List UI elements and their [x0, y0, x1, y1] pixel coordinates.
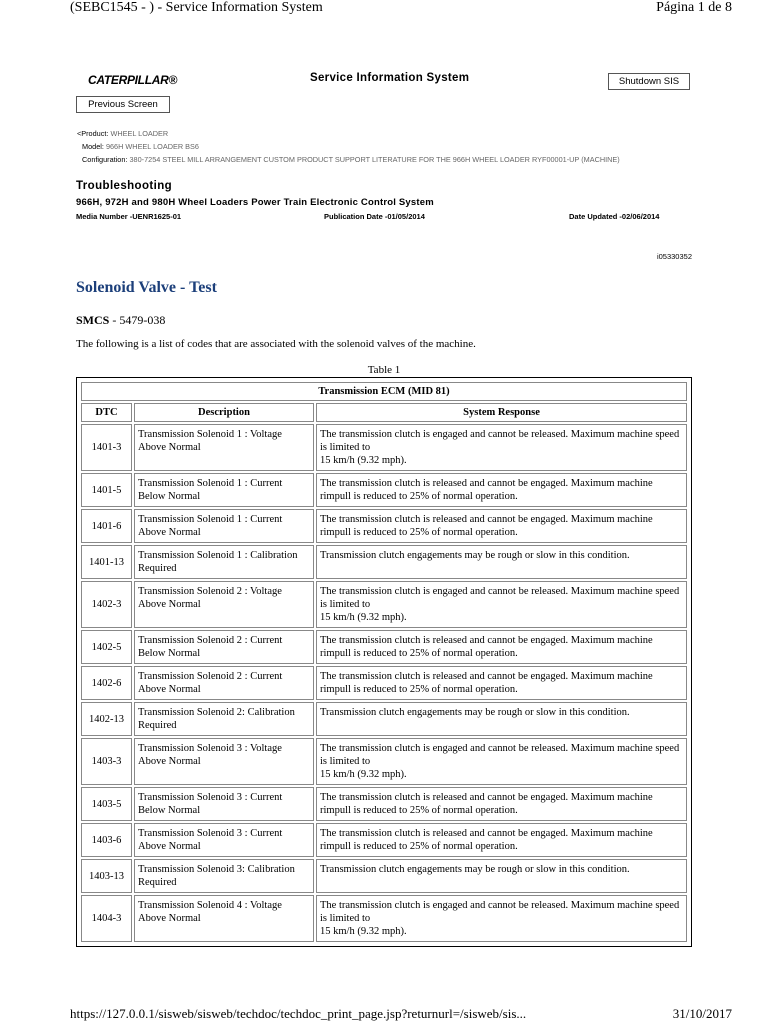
system-response-text: Transmission clutch engagements may be rough or slow in this condition. [320, 864, 630, 875]
system-response-text: The transmission clutch is engaged and cannot be released. Maximum machine speed is limited to [320, 429, 680, 453]
dtc-cell: 1403-3 [81, 738, 132, 785]
system-response-cell [316, 473, 687, 507]
table-caption: Table 1 [367, 364, 401, 376]
model-value: 966H WHEEL LOADER BS6 [105, 142, 199, 151]
description-cell: Transmission Solenoid 2 : Current Below Normal [134, 630, 314, 664]
configuration-label: Configuration: [82, 155, 128, 164]
caterpillar-logo: CATERPILLAR® [88, 73, 178, 87]
table-row [81, 509, 687, 543]
description-cell: Transmission Solenoid 1 : Calibration Required [134, 545, 314, 579]
app-title: Service Information System [310, 72, 470, 84]
system-response-cell [316, 859, 687, 893]
speed-limit-text: 15 km/h (9.32 mph). [320, 455, 407, 466]
dtc-cell: 1401-3 [81, 424, 132, 471]
dtc-cell: 1403-13 [81, 859, 132, 893]
media-number: Media Number -UENR1625-01 [76, 212, 182, 221]
configuration-info [82, 155, 620, 164]
system-response-text: The transmission clutch is engaged and cannot be released. Maximum machine speed is limited to [320, 586, 680, 610]
description-cell: Transmission Solenoid 3 : Current Below Normal [134, 787, 314, 821]
configuration-value: 380-7254 STEEL MILL ARRANGEMENT CUSTOM PRODUCT SUPPORT LITERATURE FOR THE 966H WHEEL LOADER RYF00001-UP (MACHINE) [129, 155, 620, 164]
system-response-cell [316, 702, 687, 736]
description-cell: Transmission Solenoid 2 : Current Above Normal [134, 666, 314, 700]
table-row [81, 473, 687, 507]
column-header-dtc: DTC [81, 403, 132, 422]
smcs-value: - 5479-038 [109, 313, 166, 327]
system-response-cell [316, 738, 687, 785]
system-response-cell [316, 630, 687, 664]
system-response-text: The transmission clutch is released and cannot be engaged. Maximum machine rimpull is reduced to 25% of normal operation. [320, 671, 653, 695]
description-cell: Transmission Solenoid 3 : Current Above Normal [134, 823, 314, 857]
table-body [81, 424, 687, 942]
system-response-cell [316, 581, 687, 628]
system-response-text: The transmission clutch is engaged and cannot be released. Maximum machine speed is limited to [320, 900, 680, 924]
table-group-header: Transmission ECM (MID 81) [81, 382, 687, 401]
dtc-cell: 1402-3 [81, 581, 132, 628]
table-row [81, 702, 687, 736]
print-header-page-number: Página 1 de 8 [656, 0, 732, 15]
system-response-cell [316, 787, 687, 821]
publication-date: Publication Date -01/05/2014 [324, 212, 425, 221]
dtc-cell: 1403-5 [81, 787, 132, 821]
description-cell: Transmission Solenoid 3 : Voltage Above Normal [134, 738, 314, 785]
document-subtitle: 966H, 972H and 980H Wheel Loaders Power Train Electronic Control System [76, 197, 434, 208]
model-info [82, 142, 199, 151]
system-response-text: Transmission clutch engagements may be rough or slow in this condition. [320, 550, 630, 561]
dtc-cell: 1401-5 [81, 473, 132, 507]
speed-limit-text: 15 km/h (9.32 mph). [320, 612, 407, 623]
column-header-system-response: System Response [316, 403, 687, 422]
system-response-text: The transmission clutch is released and cannot be engaged. Maximum machine rimpull is reduced to 25% of normal operation. [320, 828, 653, 852]
table-row [81, 895, 687, 942]
system-response-cell [316, 895, 687, 942]
dtc-cell: 1401-6 [81, 509, 132, 543]
page-title: Solenoid Valve - Test [76, 279, 217, 296]
table-row [81, 545, 687, 579]
dtc-cell: 1402-13 [81, 702, 132, 736]
table-row [81, 787, 687, 821]
system-response-text: The transmission clutch is released and cannot be engaged. Maximum machine rimpull is reduced to 25% of normal operation. [320, 635, 653, 659]
document-id: i05330352 [656, 252, 692, 261]
system-response-text: The transmission clutch is released and cannot be engaged. Maximum machine rimpull is reduced to 25% of normal operation. [320, 792, 653, 816]
table-row [81, 738, 687, 785]
intro-paragraph: The following is a list of codes that are associated with the solenoid valves of the machine. [76, 338, 476, 350]
shutdown-sis-button[interactable]: Shutdown SIS [608, 73, 690, 90]
print-header-title: (SEBC1545 - ) - Service Information System [70, 0, 323, 15]
system-response-cell [316, 424, 687, 471]
description-cell: Transmission Solenoid 1 : Current Below Normal [134, 473, 314, 507]
dtc-table [76, 377, 692, 947]
description-cell: Transmission Solenoid 1 : Current Above Normal [134, 509, 314, 543]
table-row [81, 424, 687, 471]
description-cell: Transmission Solenoid 4 : Voltage Above Normal [134, 895, 314, 942]
system-response-cell [316, 509, 687, 543]
description-cell: Transmission Solenoid 1 : Voltage Above Normal [134, 424, 314, 471]
smcs-label: SMCS [76, 313, 110, 327]
print-footer-url: https://127.0.0.1/sisweb/sisweb/techdoc/techdoc_print_page.jsp?returnurl=/sisweb/sis... [70, 1006, 527, 1021]
smcs-code [76, 313, 165, 328]
table-row [81, 859, 687, 893]
speed-limit-text: 15 km/h (9.32 mph). [320, 926, 407, 937]
dtc-cell: 1402-5 [81, 630, 132, 664]
column-header-description: Description [134, 403, 314, 422]
dtc-cell: 1403-6 [81, 823, 132, 857]
table-row [81, 630, 687, 664]
dtc-cell: 1402-6 [81, 666, 132, 700]
section-heading: Troubleshooting [76, 180, 173, 192]
product-label: <Product: [77, 129, 109, 138]
date-updated: Date Updated -02/06/2014 [569, 212, 660, 221]
table-row [81, 823, 687, 857]
system-response-text: Transmission clutch engagements may be rough or slow in this condition. [320, 707, 630, 718]
print-footer-date: 31/10/2017 [672, 1006, 732, 1021]
table-row [81, 581, 687, 628]
description-cell: Transmission Solenoid 3: Calibration Required [134, 859, 314, 893]
product-info [77, 129, 168, 138]
dtc-cell: 1401-13 [81, 545, 132, 579]
dtc-cell: 1404-3 [81, 895, 132, 942]
previous-screen-button[interactable]: Previous Screen [76, 96, 170, 113]
system-response-cell [316, 666, 687, 700]
table-row [81, 666, 687, 700]
product-value: WHEEL LOADER [110, 129, 169, 138]
system-response-text: The transmission clutch is released and cannot be engaged. Maximum machine rimpull is reduced to 25% of normal operation. [320, 478, 653, 502]
system-response-text: The transmission clutch is released and cannot be engaged. Maximum machine rimpull is reduced to 25% of normal operation. [320, 514, 653, 538]
system-response-text: The transmission clutch is engaged and cannot be released. Maximum machine speed is limited to [320, 743, 680, 767]
system-response-cell [316, 545, 687, 579]
description-cell: Transmission Solenoid 2: Calibration Required [134, 702, 314, 736]
system-response-cell [316, 823, 687, 857]
speed-limit-text: 15 km/h (9.32 mph). [320, 769, 407, 780]
model-label: Model: [82, 142, 104, 151]
description-cell: Transmission Solenoid 2 : Voltage Above Normal [134, 581, 314, 628]
